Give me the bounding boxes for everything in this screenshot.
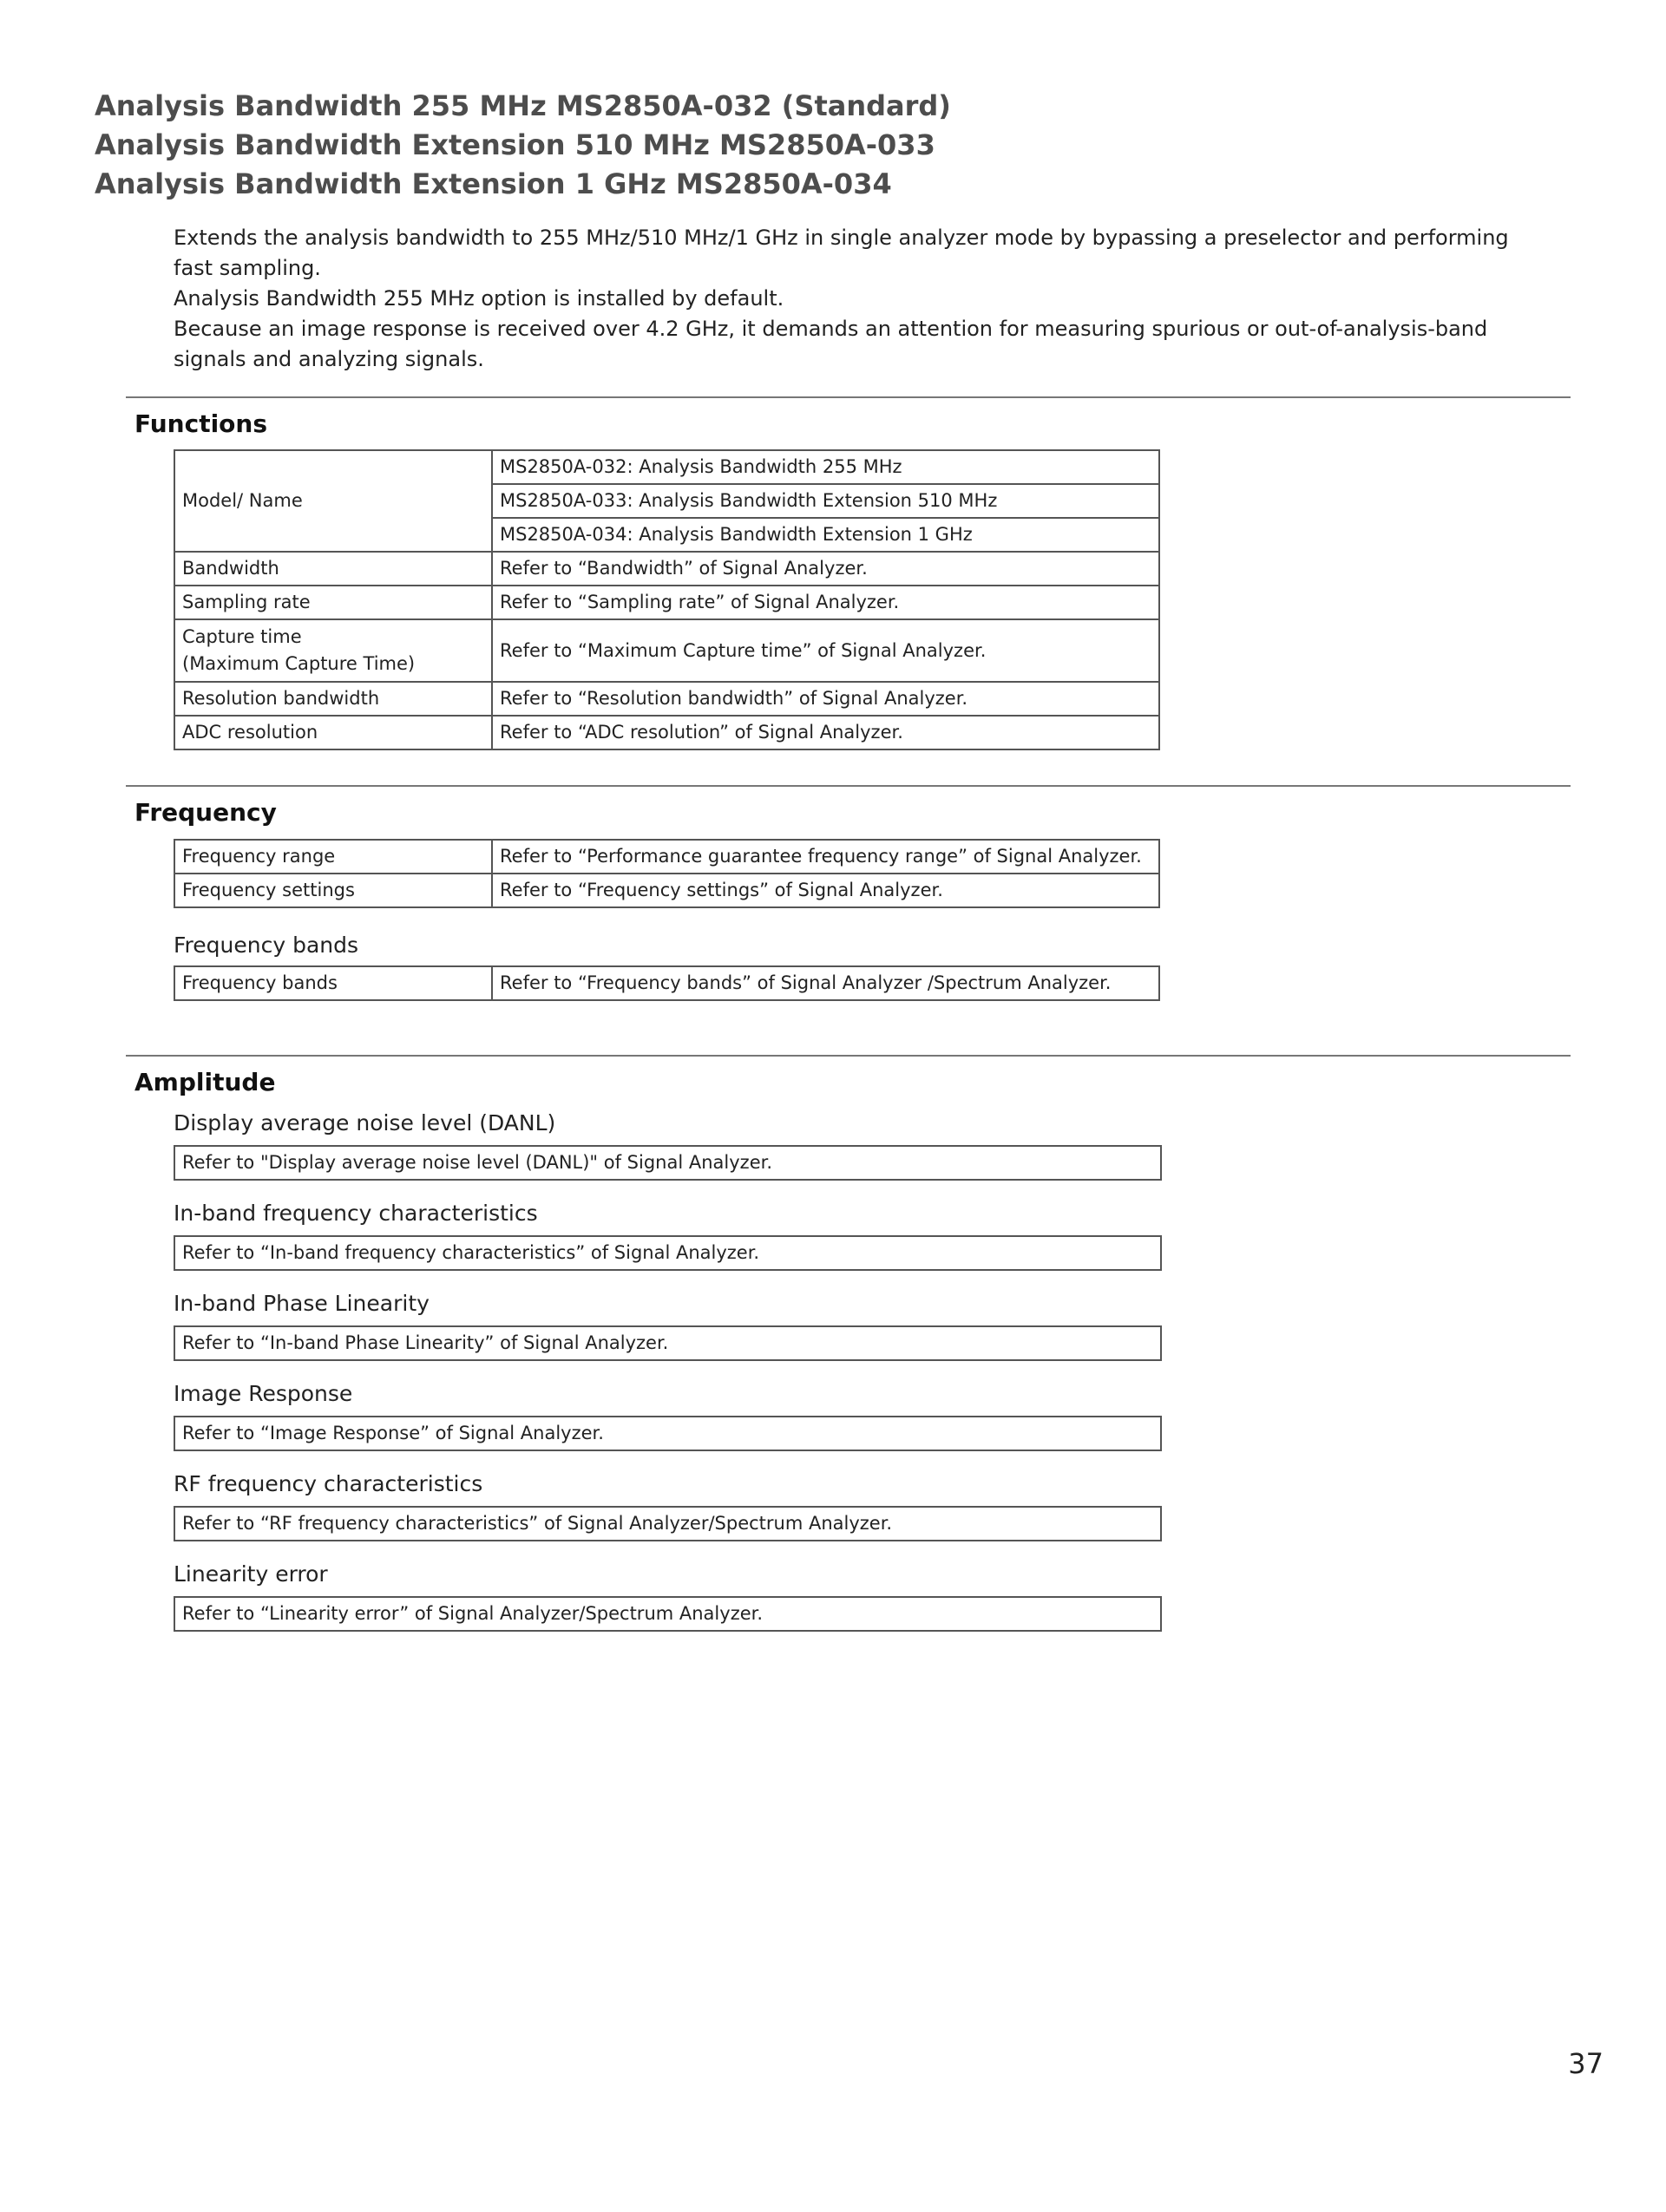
table-row	[174, 840, 1159, 874]
frequency-settings-value: Refer to “Frequency settings” of Signal Analyzer.	[492, 874, 1159, 907]
frequency-range-label: Frequency range	[174, 840, 492, 874]
image-response-heading: Image Response	[174, 1381, 353, 1406]
capture-time-label-line-1: Capture time	[182, 626, 302, 647]
linearity-error-value: Refer to “Linearity error” of Signal Analyzer/Spectrum Analyzer.	[174, 1596, 1162, 1632]
functions-heading: Functions	[134, 409, 268, 438]
model-value-034: MS2850A-034: Analysis Bandwidth Extension 1 GHz	[492, 518, 1159, 552]
intro-text	[174, 223, 1545, 375]
table-row	[174, 874, 1159, 907]
linearity-error-heading: Linearity error	[174, 1561, 328, 1587]
capture-time-label	[174, 619, 492, 682]
section-divider	[126, 785, 1571, 787]
phase-linearity-value: Refer to “In-band Phase Linearity” of Signal Analyzer.	[174, 1325, 1162, 1361]
bandwidth-label: Bandwidth	[174, 552, 492, 586]
adc-resolution-value: Refer to “ADC resolution” of Signal Analyzer.	[492, 716, 1159, 749]
frequency-bands-label: Frequency bands	[174, 966, 492, 1000]
rf-frequency-heading: RF frequency characteristics	[174, 1471, 483, 1496]
model-value-032: MS2850A-032: Analysis Bandwidth 255 MHz	[492, 450, 1159, 484]
table-row	[174, 716, 1159, 749]
page-number: 37	[1568, 2047, 1604, 2080]
capture-time-label-line-2: (Maximum Capture Time)	[182, 653, 416, 674]
frequency-settings-label: Frequency settings	[174, 874, 492, 907]
title-line-2: Analysis Bandwidth Extension 510 MHz MS2850A-033	[95, 128, 935, 161]
in-band-frequency-heading: In-band frequency characteristics	[174, 1201, 538, 1226]
sampling-rate-value: Refer to “Sampling rate” of Signal Analyzer.	[492, 586, 1159, 619]
table-row	[174, 450, 1159, 484]
intro-paragraph-2: Analysis Bandwidth 255 MHz option is installed by default.	[174, 286, 784, 311]
image-response-value: Refer to “Image Response” of Signal Analyzer.	[174, 1416, 1162, 1451]
capture-time-value: Refer to “Maximum Capture time” of Signal Analyzer.	[492, 619, 1159, 682]
sampling-rate-label: Sampling rate	[174, 586, 492, 619]
danl-heading: Display average noise level (DANL)	[174, 1110, 556, 1135]
rf-frequency-value: Refer to “RF frequency characteristics” of Signal Analyzer/Spectrum Analyzer.	[174, 1506, 1162, 1541]
bandwidth-value: Refer to “Bandwidth” of Signal Analyzer.	[492, 552, 1159, 586]
table-row	[174, 682, 1159, 716]
resolution-bandwidth-value: Refer to “Resolution bandwidth” of Signal Analyzer.	[492, 682, 1159, 716]
title-line-3: Analysis Bandwidth Extension 1 GHz MS2850A-034	[95, 167, 892, 200]
amplitude-heading: Amplitude	[134, 1068, 276, 1096]
frequency-bands-heading: Frequency bands	[174, 933, 359, 958]
title-line-1: Analysis Bandwidth 255 MHz MS2850A-032 (Standard)	[95, 89, 951, 122]
table-row	[174, 586, 1159, 619]
frequency-range-value: Refer to “Performance guarantee frequency range” of Signal Analyzer.	[492, 840, 1159, 874]
table-row	[174, 552, 1159, 586]
in-band-frequency-value: Refer to “In-band frequency characteristics” of Signal Analyzer.	[174, 1235, 1162, 1271]
section-divider	[126, 1055, 1571, 1057]
frequency-table	[174, 839, 1160, 908]
intro-paragraph-3: Because an image response is received over 4.2 GHz, it demands an attention for measuring spurious or out-of-analysis-band signals and analyzing signals.	[174, 317, 1488, 371]
frequency-bands-value: Refer to “Frequency bands” of Signal Analyzer /Spectrum Analyzer.	[492, 966, 1159, 1000]
frequency-heading: Frequency	[134, 798, 277, 827]
section-divider	[126, 396, 1571, 398]
page-title	[95, 87, 951, 204]
functions-table	[174, 449, 1160, 750]
table-row	[174, 966, 1159, 1000]
danl-value: Refer to "Display average noise level (DANL)" of Signal Analyzer.	[174, 1145, 1162, 1181]
frequency-bands-table	[174, 965, 1160, 1001]
phase-linearity-heading: In-band Phase Linearity	[174, 1291, 430, 1316]
model-value-033: MS2850A-033: Analysis Bandwidth Extension 510 MHz	[492, 484, 1159, 518]
resolution-bandwidth-label: Resolution bandwidth	[174, 682, 492, 716]
intro-paragraph-1: Extends the analysis bandwidth to 255 MHz/510 MHz/1 GHz in single analyzer mode by bypassing a preselector and performing fast sampling.	[174, 226, 1509, 280]
adc-resolution-label: ADC resolution	[174, 716, 492, 749]
table-row	[174, 619, 1159, 682]
model-name-label: Model/ Name	[174, 450, 492, 552]
